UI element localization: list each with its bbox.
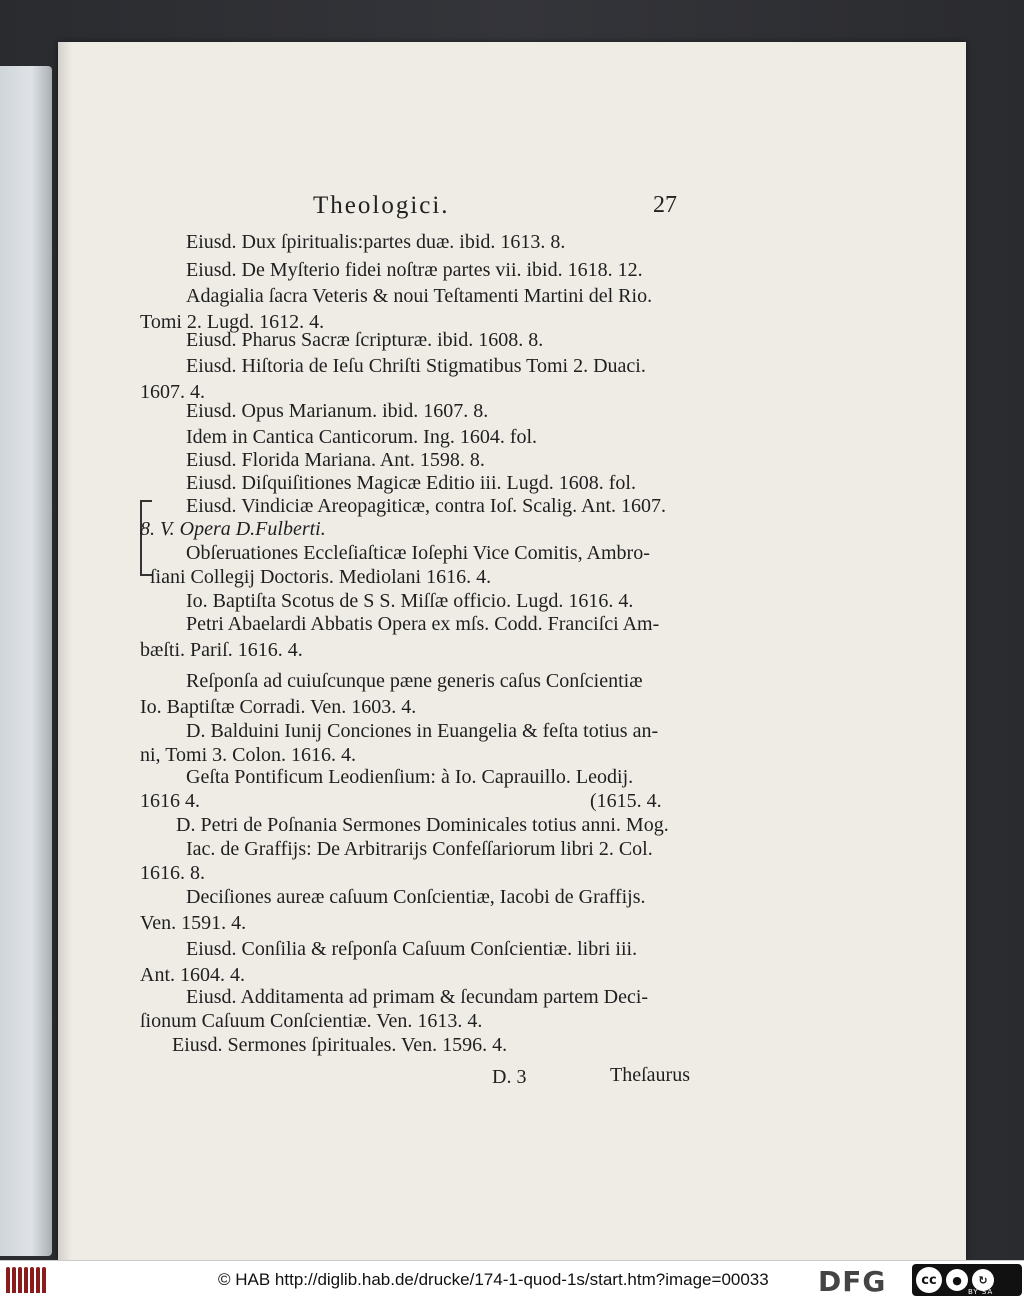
text-line: Idem in Cantica Canticorum. Ing. 1604. fol. — [186, 426, 538, 448]
hab-logo-icon — [6, 1267, 46, 1293]
text-line: Eiusd. Hiſtoria de Ieſu Chriſti Stigmatibus Tomi 2. Duaci. — [186, 355, 646, 377]
copyright-link[interactable]: © HAB http://diglib.hab.de/drucke/174-1-quod-1s/start.htm?image=00033 — [218, 1270, 769, 1289]
running-title: Theologici. — [313, 192, 450, 219]
catchword: Theſaurus — [610, 1064, 690, 1086]
dfg-logo: DFG — [818, 1265, 887, 1298]
text-line: ſiani Collegij Doctoris. Mediolani 1616. 4. — [150, 566, 492, 588]
text-line: Eiusd. Conſilia & reſponſa Caſuum Conſcientiæ. libri iii. — [186, 938, 638, 960]
text-line: Geſta Pontificum Leodienſium: à Io. Caprauillo. Leodij. — [186, 766, 634, 788]
text-line: Eiusd. Opus Marianum. ibid. 1607. 8. — [186, 400, 489, 422]
text-line: bæſti. Pariſ. 1616. 4. — [140, 639, 303, 661]
text-line: 1616. 8. — [140, 862, 205, 884]
text-line: 1607. 4. — [140, 381, 205, 403]
by-icon: ● — [946, 1269, 968, 1291]
text-line: Ant. 1604. 4. — [140, 964, 245, 986]
text-line: Reſponſa ad cuiuſcunque pæne generis caſus Conſcientiæ — [186, 670, 643, 692]
cc-labels: BY SA — [968, 1288, 994, 1296]
signature-mark: D. 3 — [492, 1066, 527, 1088]
text-line: Eiusd. Florida Mariana. Ant. 1598. 8. — [186, 449, 485, 471]
text-line: Eiusd. Vindiciæ Areopagiticæ, contra Ioſ. Scalig. Ant. 1607. — [186, 495, 667, 517]
text-line: ni, Tomi 3. Colon. 1616. 4. — [140, 744, 357, 766]
creative-commons-badge[interactable] — [912, 1264, 1022, 1296]
text-line: Eiusd. Sermones ſpirituales. Ven. 1596. 4. — [172, 1034, 508, 1056]
text-line: D. Balduini Iunij Conciones in Euangelia & feſta totius an- — [186, 720, 659, 742]
cc-icon: cc — [916, 1267, 942, 1293]
text-line: Eiusd. De Myſterio fidei noſtræ partes vii. ibid. 1618. 12. — [186, 259, 643, 281]
text-line: Petri Abaelardi Abbatis Opera ex mſs. Codd. Franciſci Am- — [186, 613, 660, 635]
sa-icon: ↻ — [972, 1269, 994, 1291]
text-line: (1615. 4. — [590, 790, 662, 812]
footer-bar — [0, 1260, 1024, 1299]
text-line: Io. Baptiſtæ Corradi. Ven. 1603. 4. — [140, 696, 417, 718]
text-line: Eiusd. Dux ſpiritualis:partes duæ. ibid. 1613. 8. — [186, 231, 566, 253]
text-line: Ven. 1591. 4. — [140, 912, 247, 934]
text-line: Obſeruationes Eccleſiaſticæ Ioſephi Vice Comitis, Ambro- — [186, 542, 650, 564]
book-page — [58, 42, 966, 1260]
text-line: D. Petri de Poſnania Sermones Dominicales totius anni. Mog. — [176, 814, 669, 836]
text-line: Eiusd. Additamenta ad primam & ſecundam partem Deci- — [186, 986, 649, 1008]
text-line: Iac. de Graffijs: De Arbitrarijs Confeſſariorum libri 2. Col. — [186, 838, 653, 860]
text-line: Eiusd. Pharus Sacræ ſcripturæ. ibid. 1608. 8. — [186, 329, 544, 351]
text-line: Io. Baptiſta Scotus de S S. Miſſæ officio. Lugd. 1616. 4. — [186, 590, 634, 612]
text-line: Eiusd. Diſquiſitiones Magicæ Editio iii. Lugd. 1608. fol. — [186, 472, 636, 494]
text-line: 8. V. Opera D.Fulberti. — [140, 518, 326, 540]
page-number: 27 — [653, 192, 677, 218]
text-line: 1616 4. — [140, 790, 200, 812]
text-line: ſionum Caſuum Conſcientiæ. Ven. 1613. 4. — [140, 1010, 483, 1032]
previous-page-edge — [0, 66, 52, 1256]
text-line: Adagialia ſacra Veteris & noui Teſtamenti Martini del Rio. — [186, 285, 653, 307]
text-line: Tomi 2. Lugd. 1612. 4. — [140, 311, 325, 333]
page-text — [58, 42, 966, 1260]
text-line: Deciſiones aureæ caſuum Conſcientiæ, Iacobi de Graffijs. — [186, 886, 646, 908]
